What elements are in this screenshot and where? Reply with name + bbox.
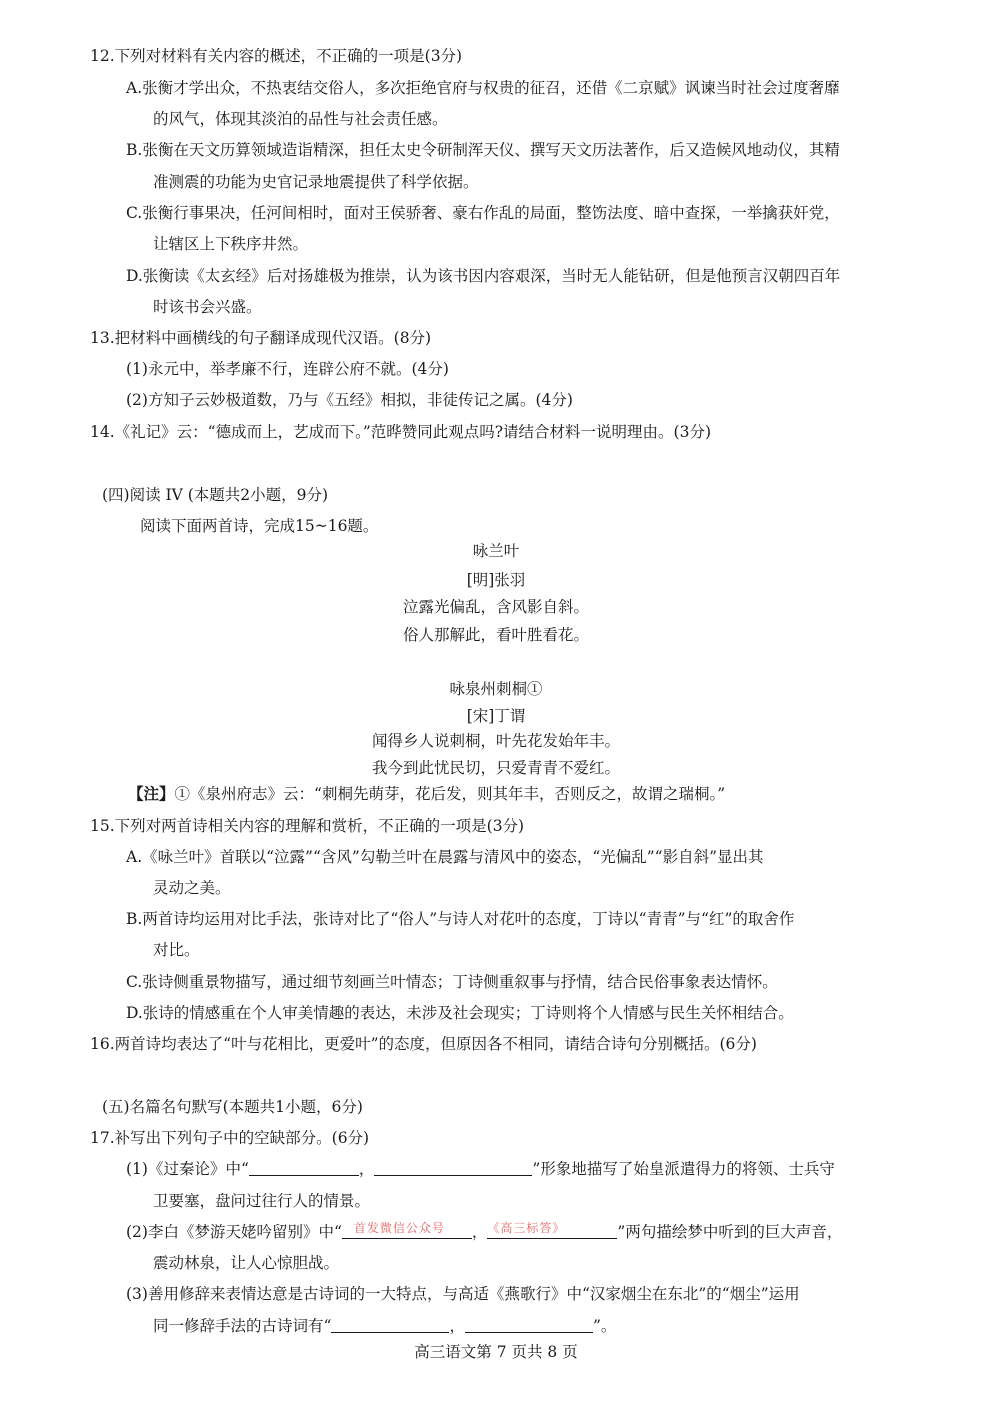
q17-s2-prefix: (2)李白《梦游天姥吟留别》中“ [126,1223,342,1241]
q15-option-b-line2: 对比。 [153,941,200,959]
q14-stem: 14.《礼记》云：“德成而上，艺成而下。”范晔赞同此观点吗?请结合材料一说明理由。(3分) [90,423,712,441]
q17-s2-suffix: ”两句描绘梦中听到的巨大声音， [617,1223,843,1241]
q17-stem: 17.补写出下列句子中的空缺部分。(6分) [90,1129,370,1147]
watermark-text-2: 《高三标答》 [487,1221,566,1235]
q17-s3-blank-2[interactable] [465,1317,593,1333]
q15-option-a-line2: 灵动之美。 [153,879,231,897]
q17-sentence-2 [126,1222,842,1242]
q17-s2-blank-2[interactable] [487,1223,617,1239]
q17-s3-blank-1[interactable] [331,1317,449,1333]
q17-sentence-2-cont: 震动林泉，让人心惊胆战。 [153,1254,340,1272]
q13-sentence-1: (1)永元中，举孝廉不行，连辟公府不就。(4分) [126,360,449,378]
q12-option-d-line1: D.张衡读《太玄经》后对扬雄极为推崇，认为该书因内容艰深，当时无人能钻研，但是他预言汉朝四百年 [126,267,841,285]
watermark-text-1: 首发微信公众号 [353,1221,445,1235]
q17-sentence-1-cont: 卫要塞，盘问过往行人的情景。 [153,1192,371,1210]
poem2-line-2: 我今到此忧民切，只爱青青不爱红。 [371,759,620,777]
q15-option-d: D.张诗的情感重在个人审美情趣的表达，未涉及社会现实；丁诗则将个人情感与民生关怀相结合。 [126,1004,794,1022]
section-4-title: (四)阅读 IV (本题共2小题，9分) [102,486,329,504]
note-text: ①《泉州府志》云：“刺桐先萌芽，花后发，则其年丰，否则反之，故谓之瑞桐。” [174,785,726,803]
q17-s1-suffix: ”形象地描写了始皇派遣得力的将领、士兵守 [532,1160,835,1178]
poem2-author: [宋]丁谓 [466,707,526,725]
q12-option-b-line1: B.张衡在天文历算领域造诣精深，担任太史令研制浑天仪、撰写天文历法著作，后又造候风地动仪，其精 [126,141,840,159]
q12-option-d-line2: 时该书会兴盛。 [153,298,262,316]
q12-stem: 12.下列对材料有关内容的概述，不正确的一项是(3分) [90,47,463,65]
q17-s3-comma: ， [449,1317,465,1335]
q15-option-c: C.张诗侧重景物描写，通过细节刻画兰叶情态；丁诗侧重叙事与抒情，结合民俗事象表达情怀。 [126,973,778,991]
q17-s1-prefix: (1)《过秦论》中“ [126,1160,249,1178]
poem1-author: [明]张羽 [466,571,526,589]
q12-option-b-line2: 准测震的功能为史官记录地震提供了科学依据。 [153,173,479,191]
q17-sentence-3: (3)善用修辞来表情达意是古诗词的一大特点，与高适《燕歌行》中“汉家烟尘在东北”的“烟尘”运用 [126,1285,800,1303]
page-footer: 高三语文第 7 页共 8 页 [414,1343,578,1361]
poem2-title: 咏泉州刺桐① [449,680,543,698]
q15-option-a-line1: A.《咏兰叶》首联以“泣露”“含风”勾勒兰叶在晨露与清风中的姿态，“光偏乱”“影自斜”显出其 [126,848,764,866]
q17-sentence-3-cont [153,1316,616,1336]
q12-option-a-line2: 的风气，体现其淡泊的品性与社会责任感。 [153,110,448,128]
q17-s2-comma: ， [471,1223,488,1241]
poem1-title: 咏兰叶 [472,542,520,560]
section-4-intro: 阅读下面两首诗，完成15~16题。 [140,517,379,535]
q13-stem: 13.把材料中画横线的句子翻译成现代汉语。(8分) [90,329,432,347]
q12-option-c-line1: C.张衡行事果决，任河间相时，面对王侯骄奢、豪右作乱的局面，整饬法度、暗中查探，一举擒获奸党， [126,204,840,222]
q13-sentence-2: (2)方知子云妙极道数，乃与《五经》相拟，非徒传记之属。(4分) [126,391,573,409]
q17-s1-comma: ， [358,1160,375,1178]
q17-s1-blank-1[interactable] [249,1160,359,1176]
q15-stem: 15.下列对两首诗相关内容的理解和赏析，不正确的一项是(3分) [90,817,525,835]
q17-s3-prefix: 同一修辞手法的古诗词有“ [153,1317,332,1335]
poem1-line-1: 泣露光偏乱，含风影自斜。 [402,598,589,616]
q12-option-c-line2: 让辖区上下秩序井然。 [153,235,309,253]
q15-option-b-line1: B.两首诗均运用对比手法，张诗对比了“俗人”与诗人对花叶的态度，丁诗以“青青”与“红”的取舍作 [126,910,795,928]
q17-s1-blank-2[interactable] [374,1160,532,1176]
q17-s3-suffix: ”。 [592,1317,617,1335]
q12-option-a-line1: A.张衡才学出众，不热衷结交俗人，多次拒绝官府与权贵的征召，还借《二京赋》讽谏当时社会过度奢靡 [126,79,840,97]
note [128,784,725,804]
section-5-title: (五)名篇名句默写(本题共1小题，6分) [102,1098,363,1116]
q16-stem: 16.两首诗均表达了“叶与花相比，更爱叶”的态度，但原因各不相同，请结合诗句分别概括。(6分) [90,1035,757,1053]
q17-sentence-1 [126,1159,835,1179]
poem1-line-2: 俗人那解此，看叶胜看花。 [402,626,589,644]
poem2-line-1: 闻得乡人说刺桐，叶先花发始年丰。 [371,732,620,750]
q17-s2-blank-1[interactable] [342,1223,472,1239]
note-tag: 【注】 [128,784,175,803]
